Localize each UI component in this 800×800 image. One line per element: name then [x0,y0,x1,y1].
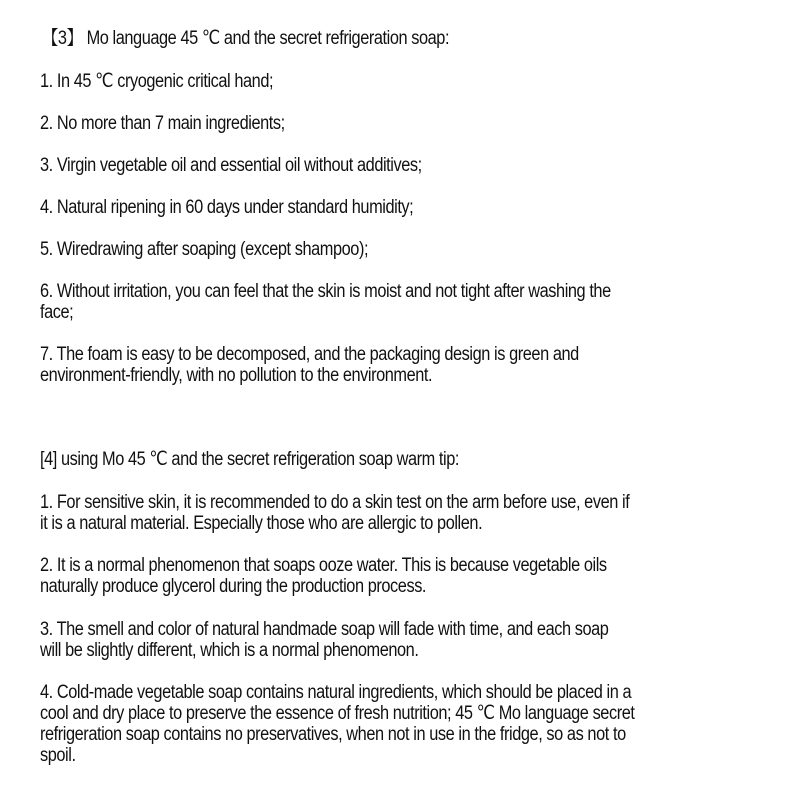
list-item-cont: refrigeration soap contains no preservatives, when not in use in the fridge, so as not to [40,724,626,745]
list-item: 6. Without irritation, you can feel that the skin is moist and not tight after washing the [40,281,611,302]
list-item-cont: spoil. [40,745,76,766]
section-4-title: [4] using Mo 45 ℃ and the secret refrigeration soap warm tip: [40,449,460,470]
list-item: 4. Cold-made vegetable soap contains natural ingredients, which should be placed in a [40,682,632,703]
list-item-cont: cool and dry place to preserve the essence of fresh nutrition; 45 ℃ Mo language secret [40,703,635,724]
list-item-cont: naturally produce glycerol during the production process. [40,576,427,597]
list-item: 4. Natural ripening in 60 days under standard humidity; [40,197,414,218]
list-item-cont: face; [40,302,74,323]
list-item: 2. It is a normal phenomenon that soaps ooze water. This is because vegetable oils [40,555,607,576]
list-item: 5. Wiredrawing after soaping (except shampoo); [40,239,369,260]
list-item: 2. No more than 7 main ingredients; [40,113,285,134]
list-item-cont: it is a natural material. Especially those who are allergic to pollen. [40,513,483,534]
list-item-cont: will be slightly different, which is a normal phenomenon. [40,640,419,661]
list-item-cont: environment-friendly, with no pollution to the environment. [40,365,433,386]
list-item: 7. The foam is easy to be decomposed, and the packaging design is green and [40,344,579,365]
list-item: 3. Virgin vegetable oil and essential oil without additives; [40,155,422,176]
list-item: 3. The smell and color of natural handmade soap will fade with time, and each soap [40,619,609,640]
list-item: 1. For sensitive skin, it is recommended to do a skin test on the arm before use, even if [40,492,630,513]
list-item: 1. In 45 ℃ cryogenic critical hand; [40,71,274,92]
section-3-title: 【3】 Mo language 45 ℃ and the secret refrigeration soap: [42,28,450,49]
